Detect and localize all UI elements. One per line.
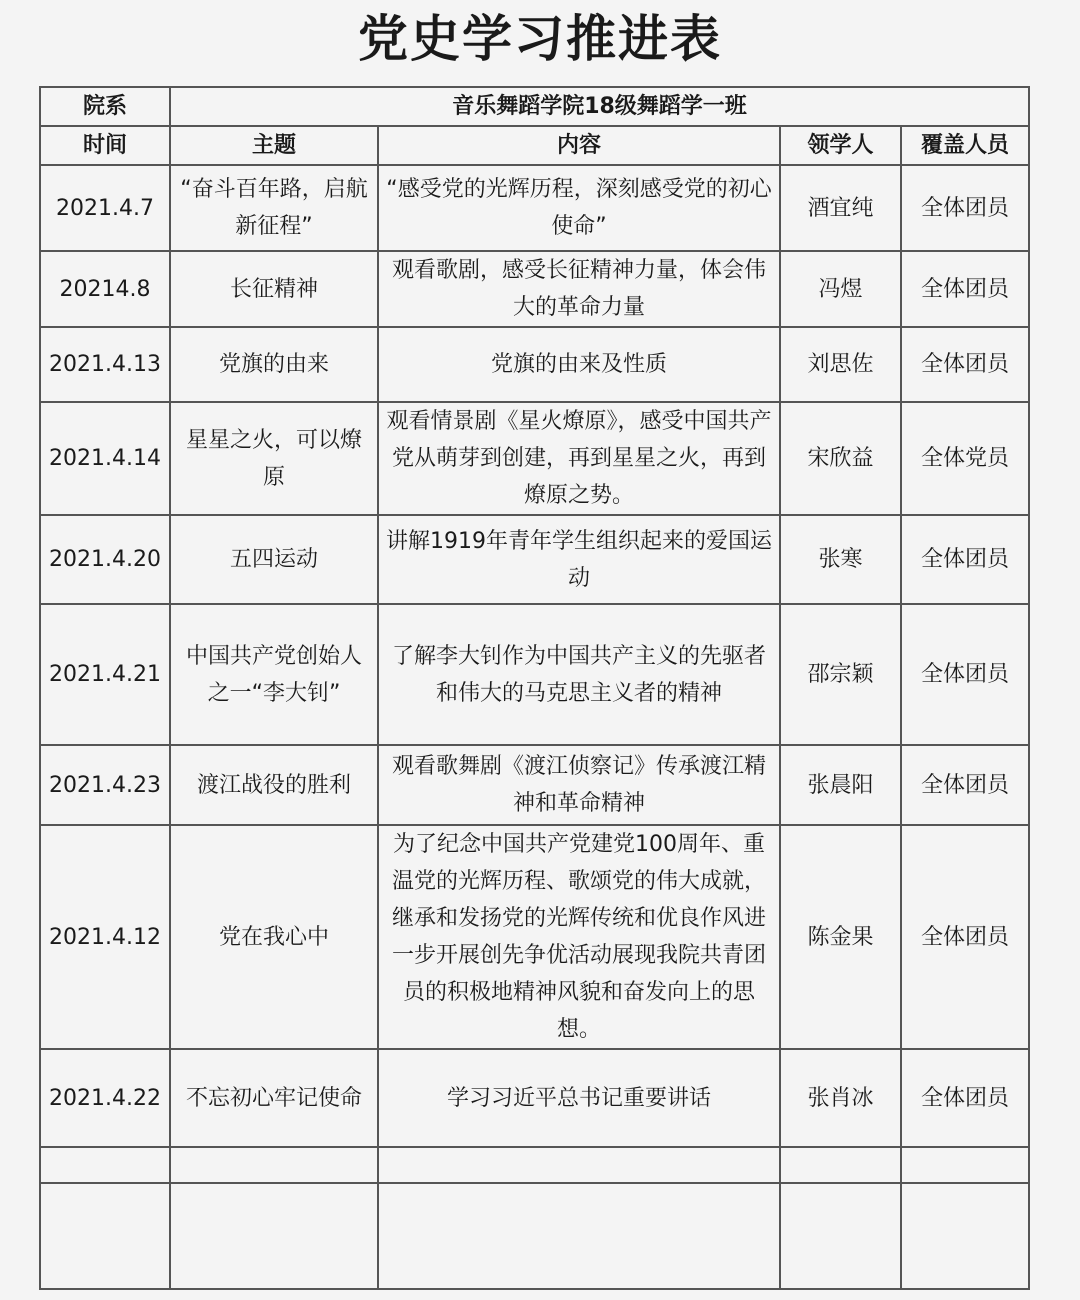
header-leader: 领学人 xyxy=(780,126,901,165)
empty-cell xyxy=(170,1183,378,1289)
row-leader: 刘思佐 xyxy=(780,327,901,402)
row-leader: 张肖冰 xyxy=(780,1049,901,1147)
row-content: 学习习近平总书记重要讲话 xyxy=(378,1049,780,1147)
table-row xyxy=(40,402,1029,515)
row-date: 2021.4.13 xyxy=(40,327,170,402)
row-coverage: 全体团员 xyxy=(901,1049,1029,1147)
row-coverage: 全体党员 xyxy=(901,402,1029,515)
row-topic: 不忘初心牢记使命 xyxy=(170,1049,378,1147)
row-leader: 邵宗颖 xyxy=(780,604,901,745)
row-coverage: 全体团员 xyxy=(901,515,1029,604)
empty-cell xyxy=(40,1183,170,1289)
table-row xyxy=(40,327,1029,402)
empty-cell xyxy=(901,1147,1029,1183)
header-topic: 主题 xyxy=(170,126,378,165)
row-date: 2021.4.21 xyxy=(40,604,170,745)
header-content: 内容 xyxy=(378,126,780,165)
column-header-row xyxy=(40,126,1029,165)
table-row xyxy=(40,1049,1029,1147)
row-leader: 张晨阳 xyxy=(780,745,901,825)
row-topic: 中国共产党创始人之一“李大钊” xyxy=(170,604,378,745)
row-topic: 长征精神 xyxy=(170,251,378,327)
table-row xyxy=(40,165,1029,251)
row-date: 20214.8 xyxy=(40,251,170,327)
row-leader: 张寒 xyxy=(780,515,901,604)
row-date: 2021.4.23 xyxy=(40,745,170,825)
row-coverage: 全体团员 xyxy=(901,327,1029,402)
row-content: 观看歌舞剧《渡江侦察记》传承渡江精神和革命精神 xyxy=(378,745,780,825)
row-leader: 酒宜纯 xyxy=(780,165,901,251)
header-time: 时间 xyxy=(40,126,170,165)
row-content: 为了纪念中国共产党建党100周年、重温党的光辉历程、歌颂党的伟大成就，继承和发扬党的光辉传统和优良作风进一步开展创先争优活动展现我院共青团员的积极地精神风貌和奋发向上的思想。 xyxy=(378,825,780,1049)
page-title: 党史学习推进表 xyxy=(358,10,722,68)
row-content: 观看歌剧，感受长征精神力量，体会伟大的革命力量 xyxy=(378,251,780,327)
empty-cell xyxy=(901,1183,1029,1289)
table-row xyxy=(40,745,1029,825)
empty-row xyxy=(40,1183,1029,1289)
department-value: 音乐舞蹈学院18级舞蹈学一班 xyxy=(170,87,1029,126)
row-topic: 五四运动 xyxy=(170,515,378,604)
row-leader: 陈金果 xyxy=(780,825,901,1049)
row-content: 党旗的由来及性质 xyxy=(378,327,780,402)
row-date: 2021.4.22 xyxy=(40,1049,170,1147)
row-date: 2021.4.20 xyxy=(40,515,170,604)
study-schedule-table xyxy=(39,86,1030,1290)
row-leader: 冯煜 xyxy=(780,251,901,327)
row-topic: 党旗的由来 xyxy=(170,327,378,402)
row-content: 讲解1919年青年学生组织起来的爱国运动 xyxy=(378,515,780,604)
row-topic: 党在我心中 xyxy=(170,825,378,1049)
row-coverage: 全体团员 xyxy=(901,604,1029,745)
empty-cell xyxy=(378,1147,780,1183)
row-coverage: 全体团员 xyxy=(901,165,1029,251)
table-row xyxy=(40,604,1029,745)
department-row xyxy=(40,87,1029,126)
empty-cell xyxy=(40,1147,170,1183)
row-coverage: 全体团员 xyxy=(901,825,1029,1049)
department-label: 院系 xyxy=(40,87,170,126)
table-row xyxy=(40,825,1029,1049)
table-row xyxy=(40,251,1029,327)
table-row xyxy=(40,515,1029,604)
row-content: 了解李大钊作为中国共产主义的先驱者和伟大的马克思主义者的精神 xyxy=(378,604,780,745)
empty-cell xyxy=(780,1183,901,1289)
row-date: 2021.4.12 xyxy=(40,825,170,1049)
row-date: 2021.4.14 xyxy=(40,402,170,515)
empty-cell xyxy=(170,1147,378,1183)
row-topic: 渡江战役的胜利 xyxy=(170,745,378,825)
row-content: 观看情景剧《星火燎原》，感受中国共产党从萌芽到创建，再到星星之火，再到燎原之势。 xyxy=(378,402,780,515)
row-topic: “奋斗百年路，启航新征程” xyxy=(170,165,378,251)
row-coverage: 全体团员 xyxy=(901,745,1029,825)
empty-row xyxy=(40,1147,1029,1183)
empty-cell xyxy=(378,1183,780,1289)
row-topic: 星星之火，可以燎原 xyxy=(170,402,378,515)
row-leader: 宋欣益 xyxy=(780,402,901,515)
row-date: 2021.4.7 xyxy=(40,165,170,251)
empty-cell xyxy=(780,1147,901,1183)
row-coverage: 全体团员 xyxy=(901,251,1029,327)
header-coverage: 覆盖人员 xyxy=(901,126,1029,165)
row-content: “感受党的光辉历程，深刻感受党的初心使命” xyxy=(378,165,780,251)
